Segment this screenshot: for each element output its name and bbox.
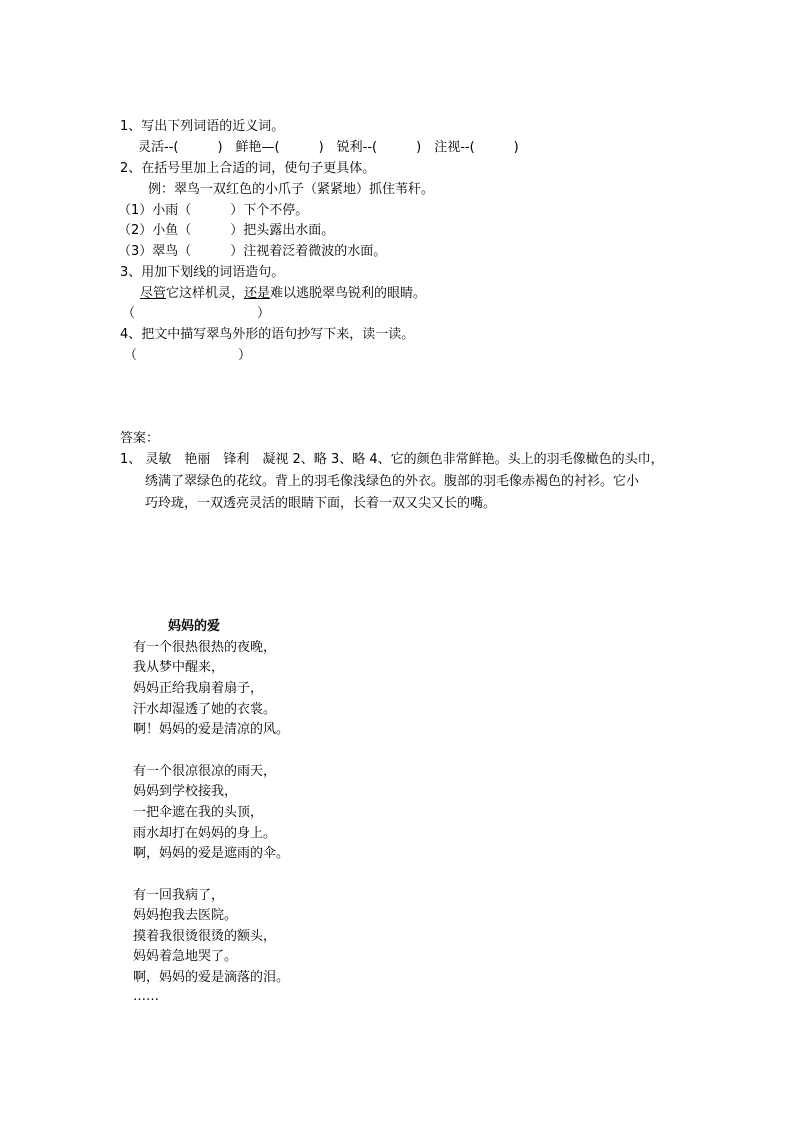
poem-line: 雨水却打在妈妈的身上。 xyxy=(133,826,277,841)
poem-line: 啊，妈妈的爱是遮雨的伞。 xyxy=(133,846,290,861)
poem-title: 妈妈的爱 xyxy=(168,619,221,634)
poem-line: 啊！妈妈的爱是清凉的风。 xyxy=(133,722,290,737)
poem-line: 妈妈着急地哭了。 xyxy=(133,949,238,964)
q2-item-3: （3）翠鸟（ ）注视着泛着微波的水面。 xyxy=(118,244,387,259)
answers-line-2: 绣满了翠绿色的花纹。背上的羽毛像浅绿色的外衣。腹部的羽毛像赤褐色的衬衫。它小 xyxy=(145,474,640,489)
q4-blank-close: ） xyxy=(238,348,252,363)
q3-title: 3、用加下划线的词语造句。 xyxy=(120,265,285,280)
q1-title: 1、写出下列词语的近义词。 xyxy=(120,119,285,134)
poem-line: 妈妈到学校接我， xyxy=(133,784,238,799)
answers-line-1: 1、 灵敏 艳丽 锋利 凝视 2、略 3、略 4、它的颜色非常鲜艳。头上的羽毛像橄色的头巾， xyxy=(120,452,664,467)
poem-line: 啊，妈妈的爱是滴落的泪。 xyxy=(133,970,290,985)
q3-blank-open: （ xyxy=(122,306,136,321)
q1-items: 灵活--( ) 鲜艳—( ) 锐利--( ) 注视--( ) xyxy=(138,140,519,155)
poem-line: 汗水却湿透了她的衣裳。 xyxy=(133,702,277,717)
poem-line: 我从梦中醒来， xyxy=(133,660,225,675)
q2-example: 例：翠鸟一双红色的小爪子（紧紧地）抓住苇秆。 xyxy=(148,182,435,197)
answers-line-3: 巧玲珑，一双透亮灵活的眼睛下面，长着一双又尖又长的嘴。 xyxy=(145,496,497,511)
q2-title: 2、在括号里加上合适的词，使句子更具体。 xyxy=(120,161,376,176)
q3-blank-close: ） xyxy=(257,306,271,321)
q3-sentence xyxy=(140,285,426,303)
poem-line: 有一个很凉很凉的雨天， xyxy=(133,764,277,779)
poem-line: 一把伞遮在我的头顶， xyxy=(133,805,264,820)
q4-title: 4、把文中描写翠鸟外形的语句抄写下来，读一读。 xyxy=(120,327,415,342)
poem-ellipsis: …… xyxy=(133,989,159,1004)
q2-item-2: （2）小鱼（ ）把头露出水面。 xyxy=(118,223,335,238)
answers-label: 答案： xyxy=(120,431,160,446)
q3-underlined-word-1: 尽管 xyxy=(140,286,167,301)
q3-sentence-part-2: 它这样机灵， xyxy=(166,286,245,301)
poem-line: 有一个很热很热的夜晚， xyxy=(133,640,277,655)
q3-sentence-part-4: 难以逃脱翠鸟锐利的眼睛。 xyxy=(270,286,427,301)
q2-item-1: （1）小雨（ ）下个不停。 xyxy=(118,203,309,218)
q3-underlined-word-2: 还是 xyxy=(244,286,271,301)
poem-line: 摸着我很烫很烫的额头， xyxy=(133,929,277,944)
poem-line: 妈妈正给我扇着扇子， xyxy=(133,681,264,696)
poem-line: 妈妈抱我去医院。 xyxy=(133,908,238,923)
poem-line: 有一回我病了， xyxy=(133,888,225,903)
q4-blank-open: （ xyxy=(124,348,138,363)
